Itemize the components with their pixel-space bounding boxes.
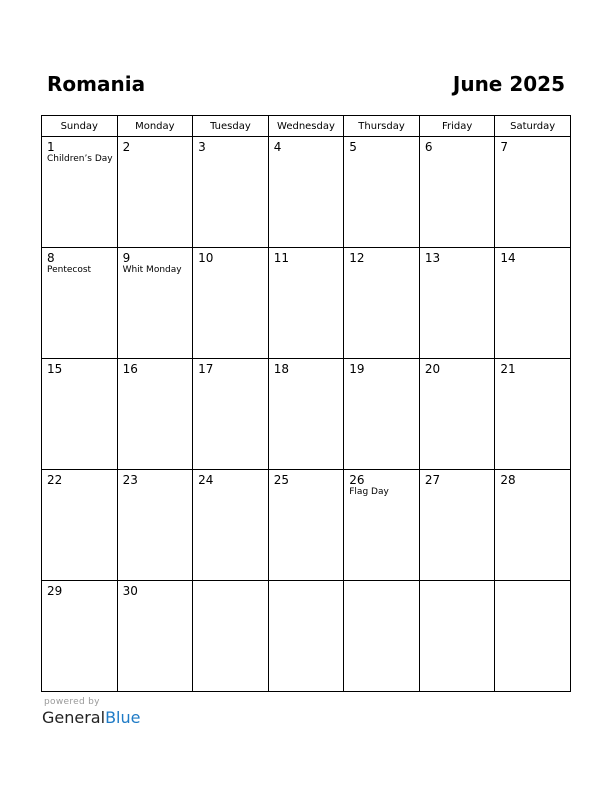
day-number: 14 (500, 251, 516, 265)
weekday-friday: Friday (419, 116, 495, 137)
weekday-thursday: Thursday (344, 116, 420, 137)
weekday-tuesday: Tuesday (193, 116, 269, 137)
day-number: 30 (122, 584, 138, 598)
day-cell (268, 248, 344, 359)
weekday-sunday: Sunday (42, 116, 118, 137)
day-number: 2 (122, 140, 131, 154)
day-number: 24 (198, 473, 214, 487)
day-cell (419, 470, 495, 581)
day-number: 17 (198, 362, 214, 376)
day-cell (42, 359, 118, 470)
day-number: 4 (273, 140, 282, 154)
holiday-label: Children’s Day (47, 154, 113, 164)
day-number: 22 (47, 473, 63, 487)
week-row (42, 359, 571, 470)
day-cell (344, 581, 420, 692)
day-cell (344, 359, 420, 470)
day-number: 15 (47, 362, 63, 376)
day-number: 12 (349, 251, 365, 265)
weekday-wednesday: Wednesday (268, 116, 344, 137)
week-row (42, 581, 571, 692)
day-cell (268, 137, 344, 248)
day-cell (193, 248, 269, 359)
day-cell (419, 581, 495, 692)
day-cell (42, 248, 118, 359)
day-number: 28 (500, 473, 516, 487)
day-number: 1 (47, 140, 55, 154)
day-number: 21 (500, 362, 516, 376)
day-number: 25 (273, 473, 289, 487)
holiday-label: Flag Day (349, 487, 389, 497)
generalblue-logo[interactable] (42, 708, 140, 727)
day-number: 20 (424, 362, 441, 376)
day-number: 8 (47, 251, 55, 265)
day-number: 18 (273, 362, 289, 376)
day-number: 23 (122, 473, 138, 487)
day-cell (42, 470, 118, 581)
day-cell (117, 248, 193, 359)
weekday-header-row (42, 116, 571, 137)
day-cell (344, 248, 420, 359)
day-cell (495, 137, 571, 248)
day-number: 10 (198, 251, 214, 265)
day-number: 6 (424, 140, 433, 154)
day-cell (268, 359, 344, 470)
day-number: 19 (349, 362, 365, 376)
powered-by-label: powered by (44, 697, 100, 707)
day-cell (117, 470, 193, 581)
holiday-label: Whit Monday (122, 265, 182, 275)
day-cell (193, 581, 269, 692)
day-number: 27 (424, 473, 441, 487)
day-number: 3 (198, 140, 206, 154)
day-cell (193, 137, 269, 248)
week-row (42, 470, 571, 581)
day-cell (42, 137, 118, 248)
day-cell (117, 359, 193, 470)
day-cell (193, 470, 269, 581)
week-row (42, 248, 571, 359)
logo-text-blue: Blue (105, 708, 141, 727)
day-cell (495, 248, 571, 359)
day-number: 29 (47, 584, 63, 598)
day-number: 7 (500, 140, 509, 154)
calendar-grid (41, 115, 571, 692)
day-cell (419, 248, 495, 359)
day-cell (344, 137, 420, 248)
weekday-monday: Monday (117, 116, 193, 137)
day-cell (495, 581, 571, 692)
day-cell (344, 470, 420, 581)
day-number: 26 (349, 473, 365, 487)
day-cell (495, 470, 571, 581)
day-cell (42, 581, 118, 692)
day-cell (268, 581, 344, 692)
week-row (42, 137, 571, 248)
month-year-title: June 2025 (452, 72, 565, 96)
weekday-saturday: Saturday (495, 116, 571, 137)
day-cell (419, 137, 495, 248)
day-number: 5 (349, 140, 357, 154)
day-number: 16 (122, 362, 138, 376)
day-cell (419, 359, 495, 470)
day-cell (268, 470, 344, 581)
day-number: 13 (424, 251, 441, 265)
logo-text-general: General (42, 708, 106, 727)
day-cell (193, 359, 269, 470)
day-cell (117, 137, 193, 248)
day-number: 11 (273, 251, 289, 265)
country-title: Romania (47, 72, 146, 96)
day-cell (117, 581, 193, 692)
day-cell (495, 359, 571, 470)
day-number: 9 (122, 251, 131, 265)
holiday-label: Pentecost (47, 265, 92, 275)
